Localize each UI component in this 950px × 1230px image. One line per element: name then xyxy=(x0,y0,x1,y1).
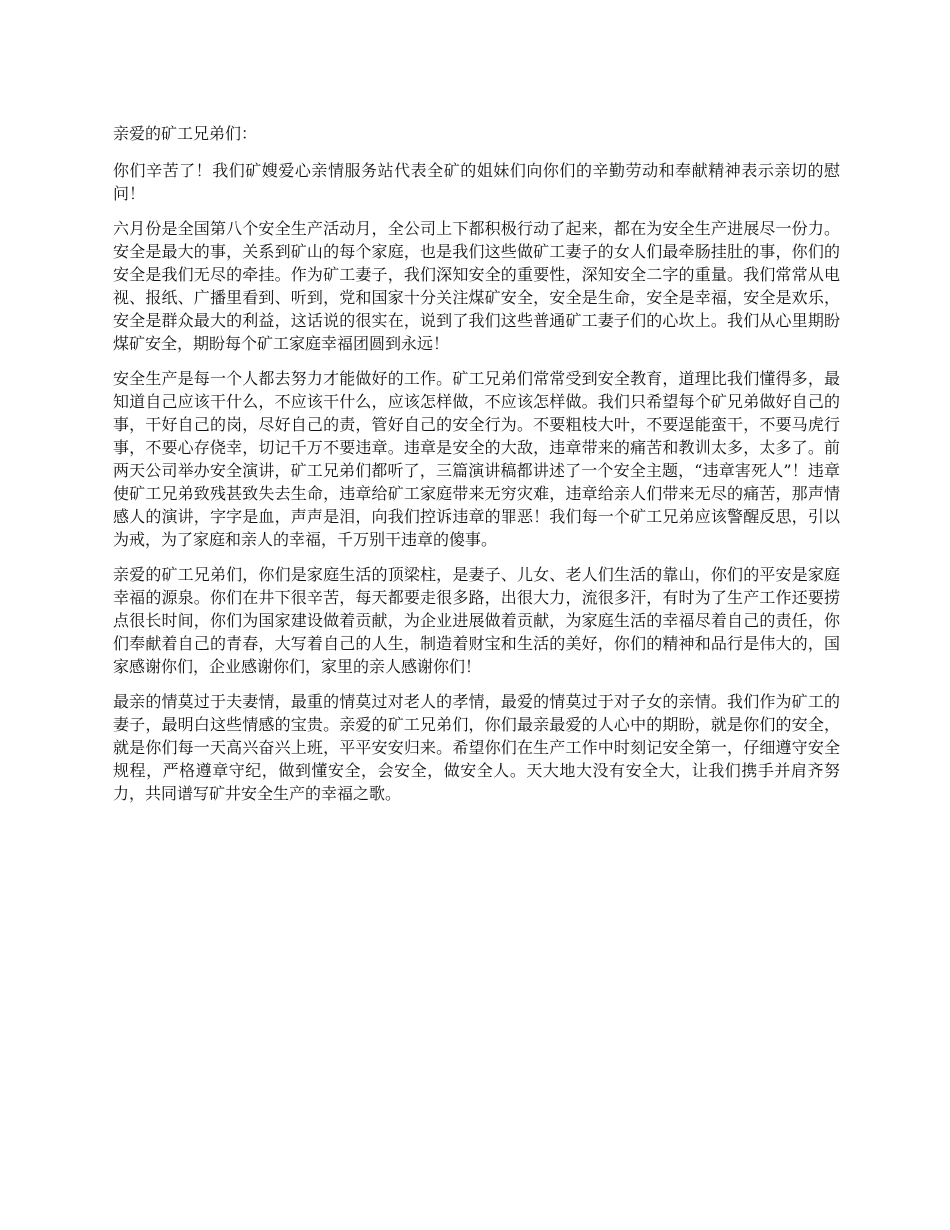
letter-body xyxy=(113,122,840,817)
letter-paragraph-5: 最亲的情莫过于夫妻情，最重的情莫过对老人的孝情，最爱的情莫过于对子女的亲情。我们作为矿工的妻子，最明白这些情感的宝贵。亲爱的矿工兄弟们，你们最亲最爱的人心中的期盼，就是你们的安全，就是你们每一天高兴奋兴上班，平平安安归来。希望你们在生产工作中时刻记安全第一，仔细遵守安全规程，严格遵章守纪，做到懂安全，会安全，做安全人。天大地大没有安全大，让我们携手并肩齐努力，共同谱写矿井安全生产的幸福之歌。 xyxy=(113,692,840,803)
letter-salutation: 亲爱的矿工兄弟们： xyxy=(113,124,258,143)
letter-paragraph-1: 你们辛苦了！我们矿嫂爱心亲情服务站代表全矿的姐妹们向你们的辛勤劳动和奉献精神表示亲切的慰问！ xyxy=(113,161,840,203)
letter-paragraph-3: 安全生产是每一个人都去努力才能做好的工作。矿工兄弟们常常受到安全教育，道理比我们懂得多，最知道自己应该干什么，不应该干什么，应该怎样做，不应该怎样做。我们只希望每个矿兄弟做好自己的事，干好自己的岗，尽好自己的责，管好自己的安全行为。不要粗枝大叶，不要逞能蛮干，不要马虎行事，不要心存侥幸，切记千万不要违章。违章是安全的大敌，违章带来的痛苦和教训太多，太多了。前两天公司举办安全演讲，矿工兄弟们都听了，三篇演讲稿都讲述了一个安全主题，“违章害死人”！违章使矿工兄弟致残甚致失去生命，违章给矿工家庭带来无穷灾难，违章给亲人们带来无尽的痛苦，那声情感人的演讲，字字是血，声声是泪，向我们控诉违章的罪恶！我们每一个矿工兄弟应该警醒反思，引以为戒，为了家庭和亲人的幸福，千万别干违章的傻事。 xyxy=(113,369,840,549)
letter-paragraph-4: 亲爱的矿工兄弟们，你们是家庭生活的顶梁柱，是妻子、儿女、老人们生活的靠山，你们的平安是家庭幸福的源泉。你们在井下很辛苦，每天都要走很多路，出很大力，流很多汗，有时为了生产工作还要捞点很长时间，你们为国家建设做着贡献，为企业进展做着贡献，为家庭生活的幸福尽着自己的责任，你们奉献着自己的青春，大写着自己的人生，制造着财宝和生活的美好，你们的精神和品行是伟大的，国家感谢你们，企业感谢你们，家里的亲人感谢你们！ xyxy=(113,565,840,676)
letter-paragraph-2: 六月份是全国第八个安全生产活动月，全公司上下都积极行动了起来，都在为安全生产进展尽一份力。安全是最大的事，关系到矿山的每个家庭，也是我们这些做矿工妻子的女人们最牵肠挂肚的事，你们的安全是我们无尽的牵挂。作为矿工妻子，我们深知安全的重要性，深知安全二字的重量。我们常常从电视、报纸、广播里看到、听到，党和国家十分关注煤矿安全，安全是生命，安全是幸福，安全是欢乐，安全是群众最大的利益，这话说的很实在，说到了我们这些普通矿工妻子们的心坎上。我们从心里期盼煤矿安全，期盼每个矿工家庭幸福团圆到永远！ xyxy=(113,219,840,353)
